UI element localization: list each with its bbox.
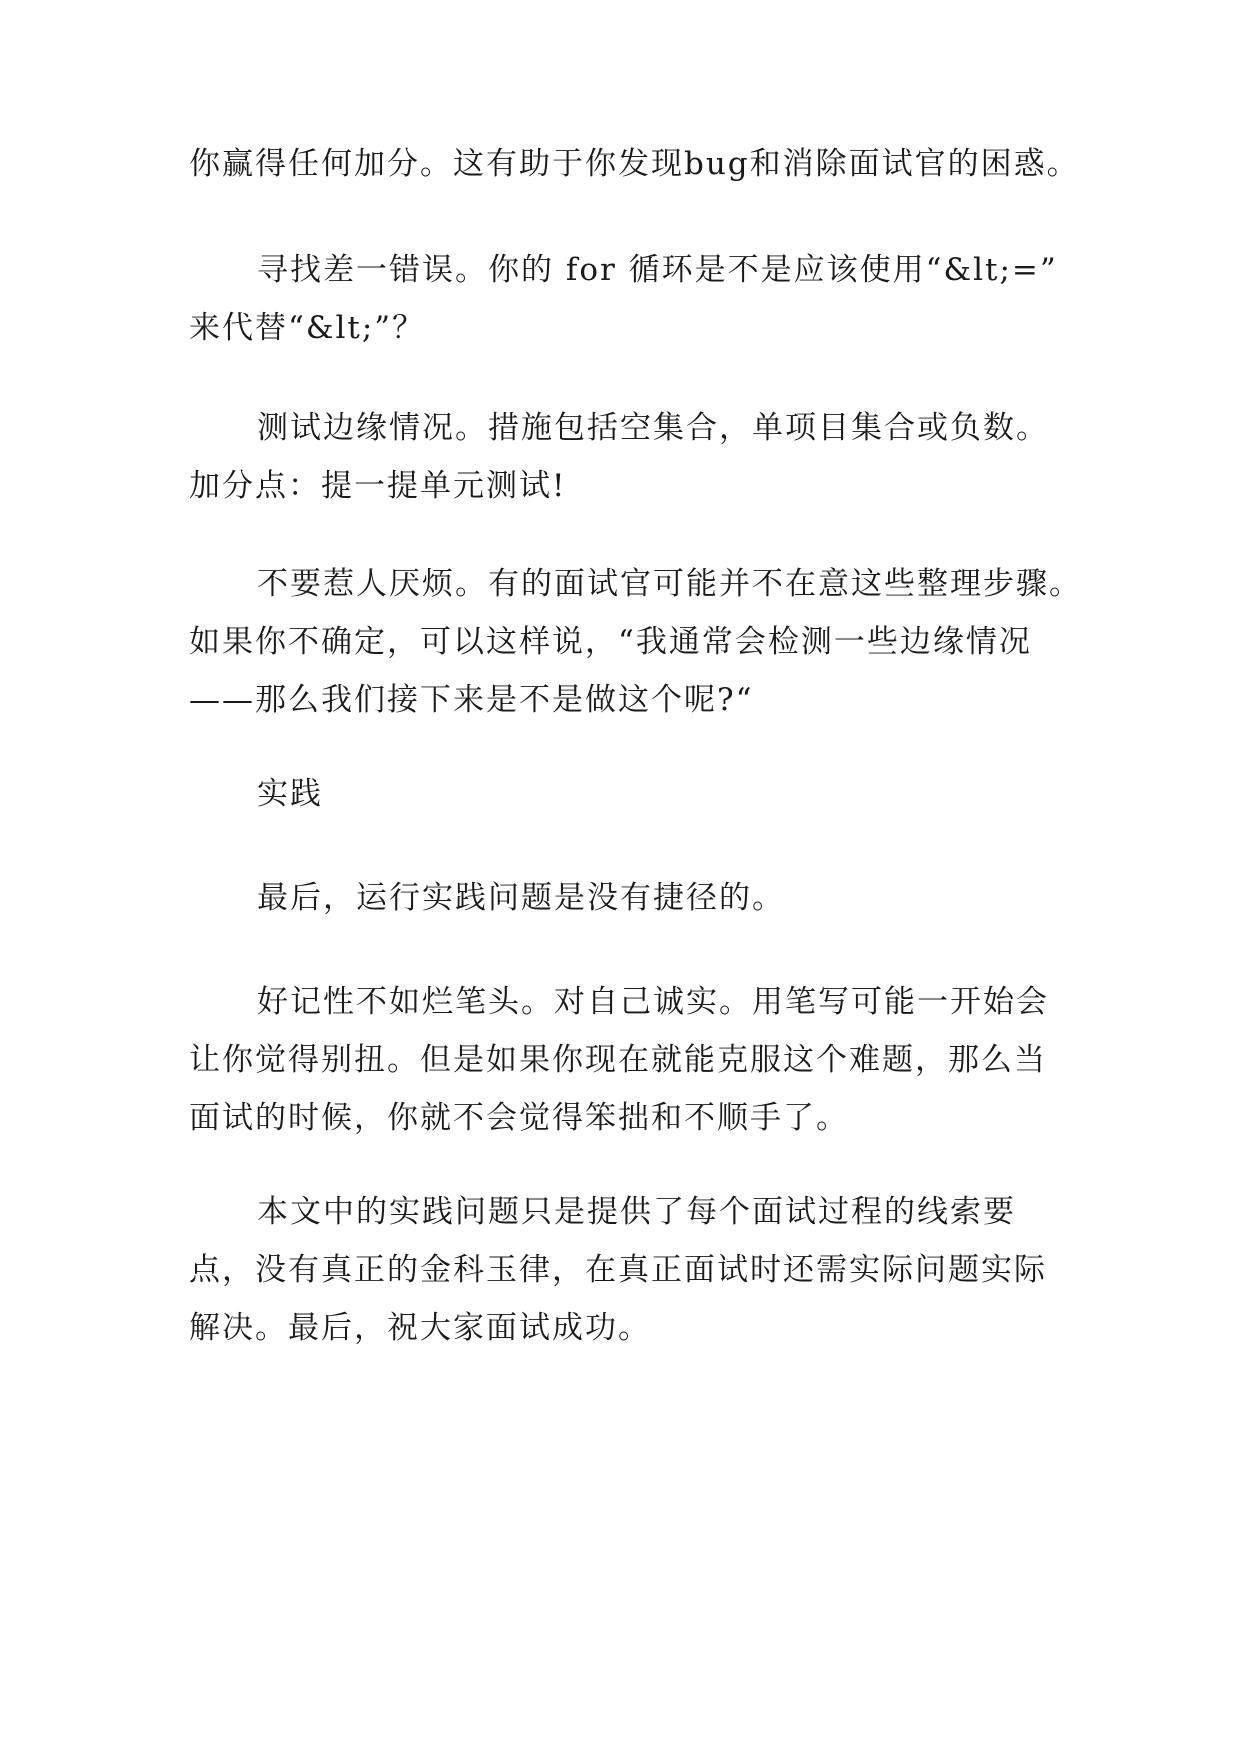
paragraph-dont-annoy — [189, 555, 1082, 729]
paragraph-line: 面试的时候，你就不会觉得笨拙和不顺手了。 — [189, 1100, 849, 1136]
paragraph-line: 解决。最后，祝大家面试成功。 — [189, 1310, 651, 1346]
paragraph-line: 来代替“&lt;”？ — [189, 310, 426, 346]
paragraph-line: 加分点：提一提单元测试! — [189, 468, 567, 504]
paragraph-line: 点，没有真正的金科玉律，在真正面试时还需实际问题实际 — [189, 1252, 1047, 1288]
section-heading-practice — [189, 765, 1069, 823]
paragraph-line: 如果你不确定，可以这样说，“我通常会检测一些边缘情况 — [189, 624, 1032, 660]
paragraph-edge-cases — [189, 399, 1069, 515]
paragraph-no-shortcut — [189, 869, 1069, 927]
paragraph-line: 实践 — [257, 776, 323, 812]
paragraph-line: 最后，运行实践问题是没有捷径的。 — [257, 880, 785, 916]
paragraph-off-by-one — [189, 241, 1069, 357]
paragraph-line: 你赢得任何加分。这有助于你发现bug和消除面试官的困惑。 — [189, 146, 1080, 182]
paragraph-line: 寻找差一错误。你的 for 循环是不是应该使用“&lt;=” — [257, 252, 1058, 288]
paragraph-line: 本文中的实践问题只是提供了每个面试过程的线索要 — [257, 1194, 1016, 1230]
paragraph-line: 不要惹人厌烦。有的面试官可能并不在意这些整理步骤。 — [257, 566, 1082, 602]
paragraph-line: 好记性不如烂笔头。对自己诚实。用笔写可能一开始会 — [257, 984, 1049, 1020]
paragraph-continuation — [189, 135, 1080, 193]
paragraph-line: 测试边缘情况。措施包括空集合，单项目集合或负数。 — [257, 410, 1049, 446]
paragraph-write-it-down — [189, 973, 1069, 1147]
paragraph-conclusion — [189, 1183, 1069, 1357]
paragraph-line: 让你觉得别扭。但是如果你现在就能克服这个难题，那么当 — [189, 1042, 1047, 1078]
paragraph-line: ——那么我们接下来是不是做这个呢?“ — [189, 682, 754, 718]
